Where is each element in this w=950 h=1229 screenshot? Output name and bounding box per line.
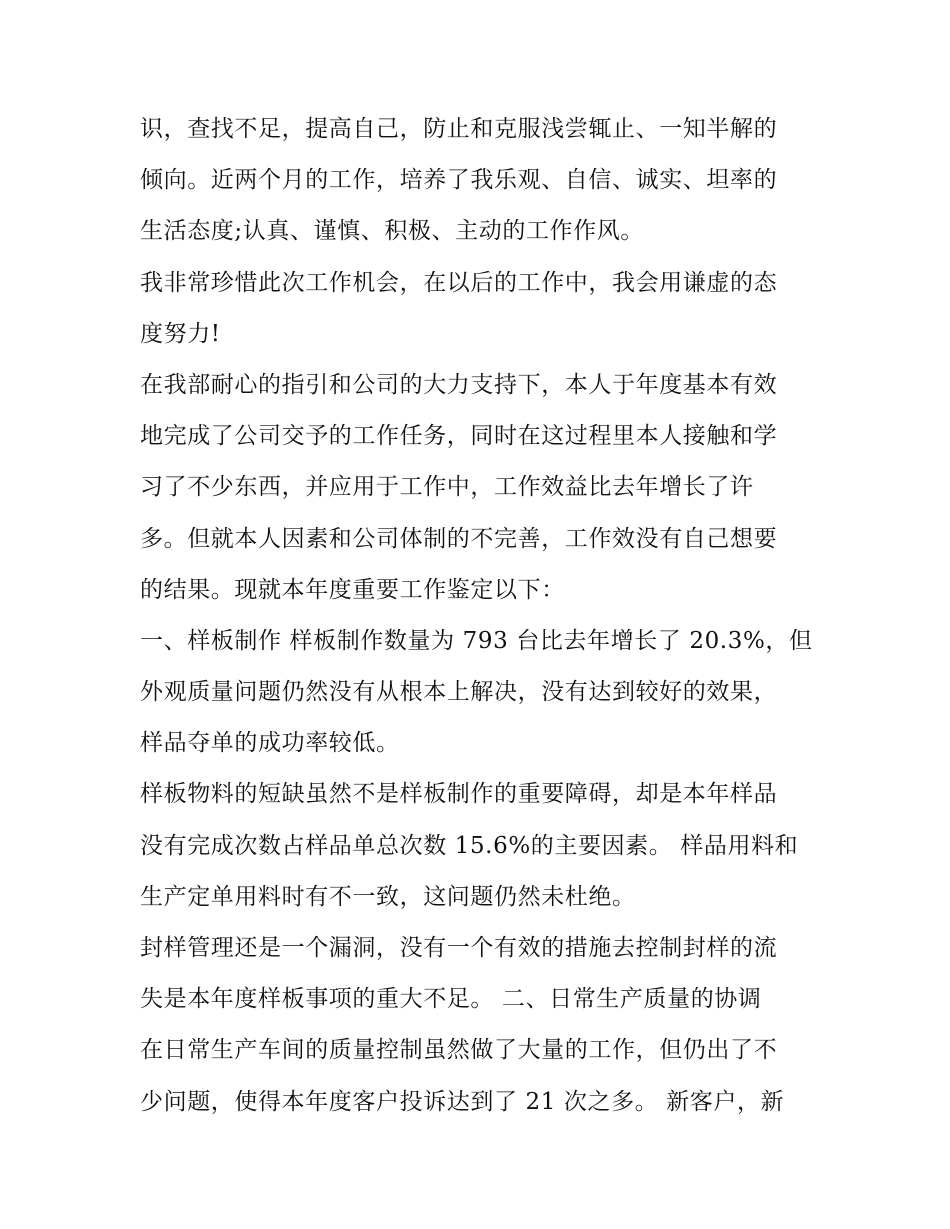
text-line: 习了不少东西，并应用于工作中，工作效益比去年增长了许 <box>140 474 754 501</box>
text-line: 地完成了公司交予的工作任务，同时在这过程里本人接触和学 <box>140 423 778 450</box>
text-line: 生产定单用料时有不一致，这问题仍然未杜绝。 <box>140 883 636 910</box>
text-line: 我非常珍惜此次工作机会，在以后的工作中，我会用谦虚的态 <box>140 269 778 296</box>
text-line: 在我部耐心的指引和公司的大力支持下，本人于年度基本有效 <box>140 371 778 398</box>
text-line: 多。但就本人因素和公司体制的不完善，工作效没有自己想要 <box>140 525 778 552</box>
text-line: 外观质量问题仍然没有从根本上解决，没有达到较好的效果， <box>140 679 778 706</box>
text-line: 识，查找不足，提高自己，防止和克服浅尝辄止、一知半解的 <box>140 116 778 142</box>
text-line: 在日常生产车间的质量控制虽然做了大量的工作，但仍出了不 <box>140 1037 778 1064</box>
text-line: 度努力! <box>140 320 221 347</box>
text-line: 倾向。近两个月的工作，培养了我乐观、自信、诚实、坦率的 <box>140 167 778 194</box>
text-line: 少问题，使得本年度客户投诉达到了 21 次之多。 新客户，新 <box>140 1088 785 1115</box>
text-line: 的结果。现就本年度重要工作鉴定以下： <box>140 576 565 603</box>
text-line: 样品夺单的成功率较低。 <box>140 730 400 757</box>
document-body <box>140 104 820 1128</box>
text-line: 封样管理还是一个漏洞，没有一个有效的措施去控制封样的流 <box>140 935 778 961</box>
text-line: 样板物料的短缺虽然不是样板制作的重要障碍，却是本年样品 <box>140 781 778 808</box>
text-line: 生活态度;认真、谨慎、积极、主动的工作作风。 <box>140 218 644 245</box>
text-line: 没有完成次数占样品单总次数 15.6%的主要因素。 样品用料和 <box>140 832 799 859</box>
text-line: 一、样板制作 样板制作数量为 793 台比去年增长了 20.3%，但 <box>140 627 813 654</box>
text-line: 失是本年度样板事项的重大不足。 二、日常生产质量的协调 <box>140 986 762 1013</box>
